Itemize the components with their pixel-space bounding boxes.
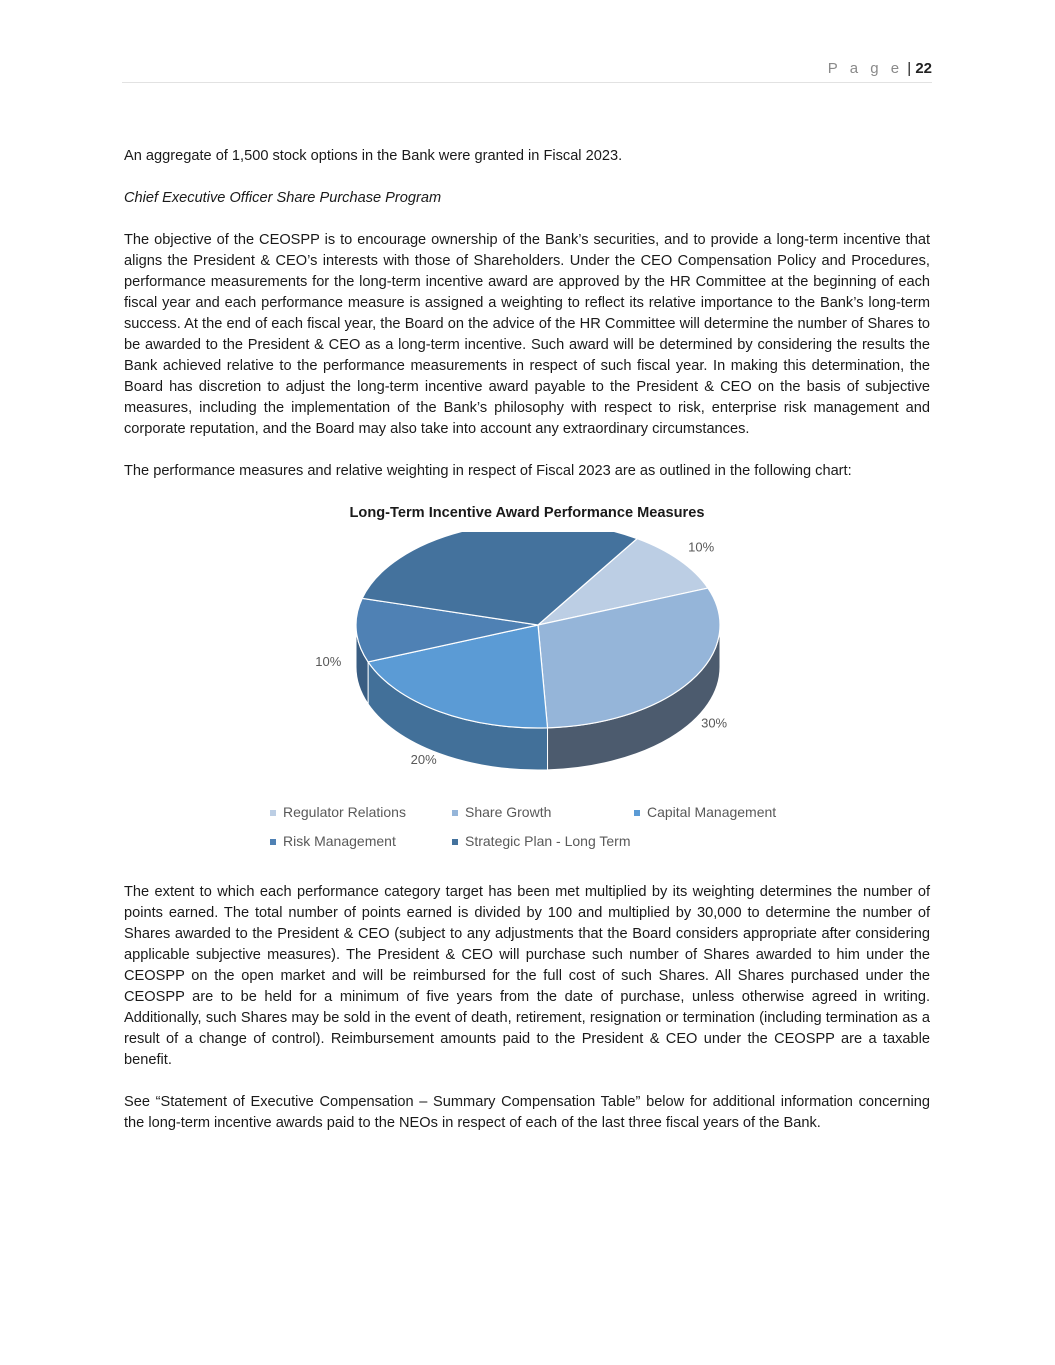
page-number: 22 <box>915 60 932 77</box>
paragraph: See “Statement of Executive Compensation – Summary Compensation Table” below for additional information concerning the long-term incentive awards paid to the NEOs in respect of each of the last three fiscal years of the Bank. <box>124 1094 930 1131</box>
legend-label: Risk Management <box>283 833 396 849</box>
section-heading: Chief Executive Officer Share Purchase Program <box>124 190 442 206</box>
data-label: 10% <box>688 539 715 555</box>
legend-swatch <box>452 810 458 816</box>
legend-item <box>452 831 631 852</box>
paragraph: An aggregate of 1,500 stock options in the Bank were granted in Fiscal 2023. <box>124 148 623 164</box>
data-label: 20% <box>410 752 437 768</box>
paragraph: The objective of the CEOSPP is to encourage ownership of the Bank’s securities, and to provide a long-term incentive that aligns the President & CEO’s interests with those of Shareholders. Under the CEO Compensation Policy and Procedures, performance measurements for the long-term incentive award are approved by the HR Committee at the beginning of each fiscal year and each performance measure is assigned a weighting to reflect its relative importance to the Bank’s long-term success. At the end of each fiscal year, the Board on the advice of the HR Committee will determine the number of Shares to be awarded to the President & CEO as a long-term incentive. Such award will be determined by considering the results the Bank achieved relative to the performance measurements in respect of such fiscal year. In making this determination, the Board has discretion to adjust the long-term incentive award payable to the President & CEO on the basis of subjective measures, including the implementation of the Bank’s philosophy with respect to risk, enterprise risk management and corporate reputation, and the Board may also take into account any extraordinary circumstances. <box>124 232 930 437</box>
legend-label: Share Growth <box>465 804 552 820</box>
legend-label: Capital Management <box>647 804 777 820</box>
legend-label: Strategic Plan - Long Term <box>465 833 631 849</box>
document-body <box>124 146 930 1155</box>
legend-item <box>270 802 406 823</box>
data-label: 30% <box>701 715 728 731</box>
legend-label: Regulator Relations <box>283 804 406 820</box>
legend-item <box>270 831 396 852</box>
legend-swatch <box>452 839 458 845</box>
legend-item <box>452 802 551 823</box>
page-header <box>122 60 932 83</box>
page-separator: | <box>907 60 912 77</box>
chart-title: Long-Term Incentive Award Performance Measures <box>349 505 705 521</box>
page-label: P a g e <box>827 60 904 77</box>
pie-chart <box>262 532 792 802</box>
legend-item <box>634 802 776 823</box>
paragraph: The extent to which each performance category target has been met multiplied by its weighting determines the number of points earned. The total number of points earned is divided by 100 and multiplied by 30,000 to determine the number of Shares awarded to the President & CEO (subject to any adjustments that the Board considers appropriate after considering applicable subjective measures). The President & CEO will purchase such number of Shares awarded to him under the CEOSPP on the open market and will be reimbursed for the full cost of such Shares. All Shares purchased under the CEOSPP are to be held for a minimum of five years from the date of purchase, unless otherwise agreed in writing. Additionally, such Shares may be sold in the event of death, retirement, resignation or termination (including termination as a result of a change of control). Reimbursement amounts paid to the President & CEO under the CEOSPP are a taxable benefit. <box>124 884 930 1068</box>
chart-legend <box>262 802 792 862</box>
data-label: 10% <box>315 653 342 669</box>
legend-swatch <box>270 810 276 816</box>
legend-swatch <box>634 810 640 816</box>
legend-swatch <box>270 839 276 845</box>
paragraph: The performance measures and relative weighting in respect of Fiscal 2023 are as outlined in the following chart: <box>124 463 852 479</box>
